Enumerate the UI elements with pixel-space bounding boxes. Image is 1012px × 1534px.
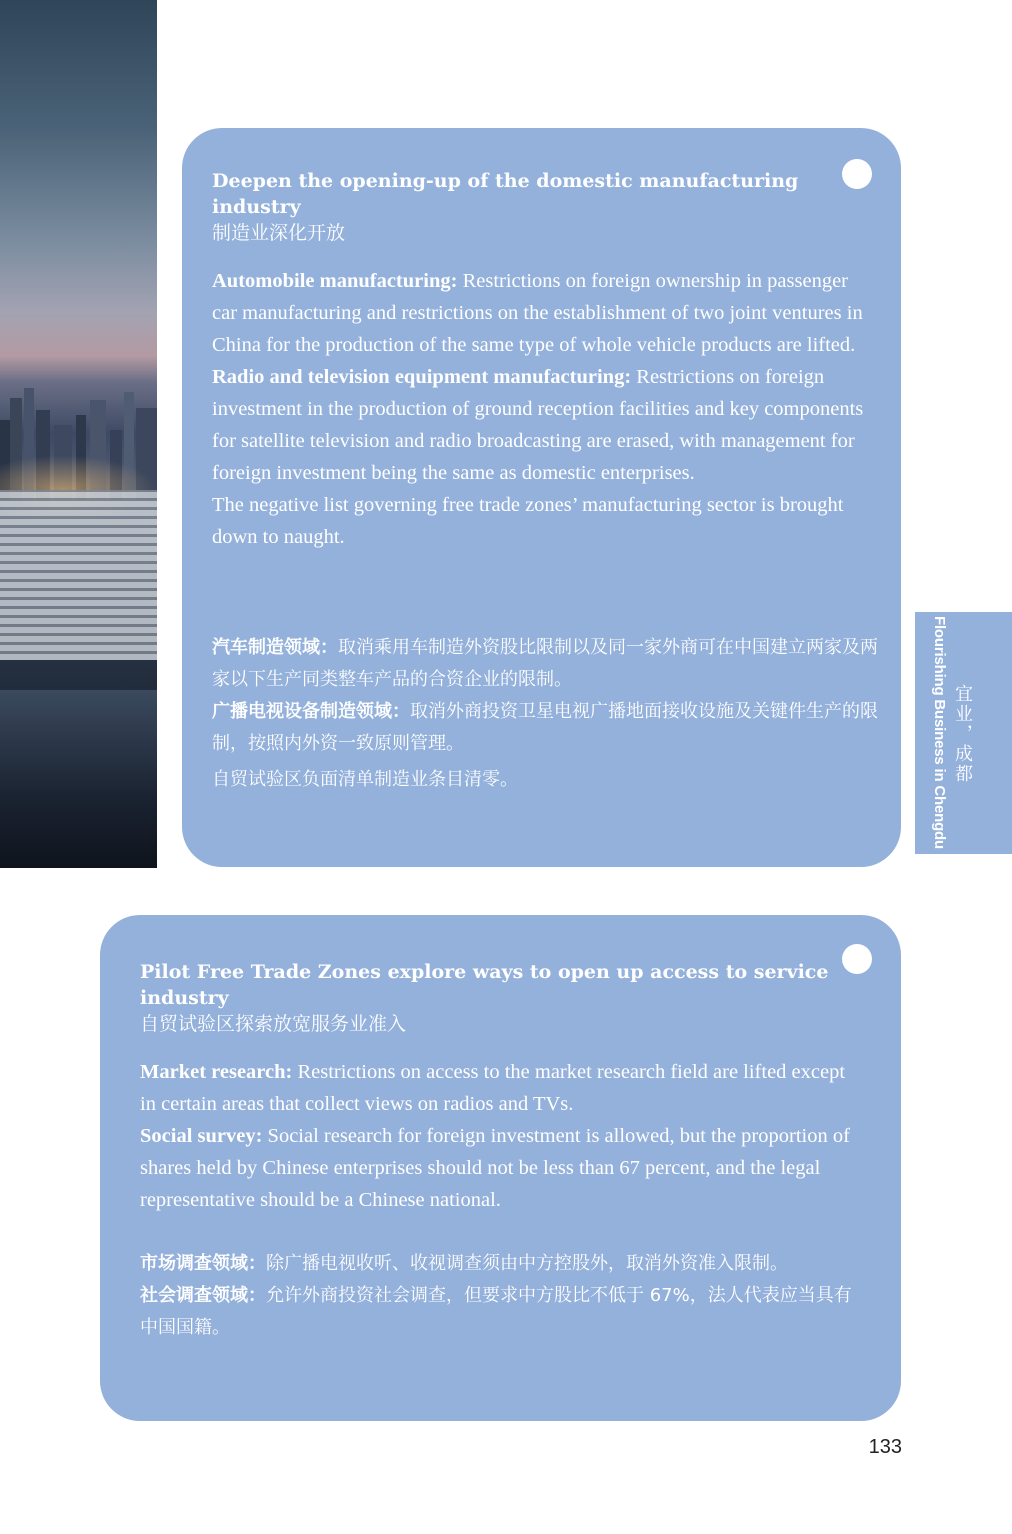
card-heading: Deepen the opening-up of the domestic manufacturing industry (212, 170, 799, 218)
card-heading: Pilot Free Trade Zones explore ways to open up access to service industry (140, 961, 829, 1009)
text-automobile: Restrictions on foreign ownership in passenger car manufacturing and restrictions on the establishment of two joint ventures in China for the production of the same type of whole vehicle products are lifted. (212, 270, 863, 356)
side-tab-title-en: Flourishing Business in Chengdu (931, 616, 948, 849)
paragraph-negative-list-cn: 自贸试验区负面清单制造业条目清零。 (212, 769, 518, 790)
apartment-towers (0, 490, 157, 660)
text-social-survey: Social research for foreign investment is allowed, but the proportion of shares held by Chinese enterprises should not be less than 67 percent, and the legal representative should be a Chinese national. (140, 1125, 850, 1211)
lead-market-research: Market research: (140, 1061, 293, 1083)
lead-automobile-cn: 汽车制造领域： (212, 637, 338, 658)
paragraph-social-survey-cn (140, 1280, 860, 1344)
page-number: 133 (868, 1436, 902, 1458)
lead-market-research-cn: 市场调查领域： (140, 1253, 266, 1274)
lead-radio-tv: Radio and television equipment manufacturing: (212, 366, 632, 388)
side-tab (915, 612, 1012, 854)
cityscape-photo (0, 0, 157, 868)
side-tab-title-cn: 宜业，成都 (952, 684, 973, 784)
text-market-research: Restrictions on access to the market research field are lifted except in certain areas that collect views on radios and TVs. (140, 1061, 846, 1115)
card-body-cn (212, 632, 882, 796)
service-industry-card (100, 915, 901, 1421)
paragraph-market-research-cn (140, 1248, 860, 1280)
manufacturing-card (182, 128, 901, 867)
river-reflection (0, 690, 157, 868)
paragraph-radio-tv-cn (212, 696, 882, 760)
lead-radio-tv-cn: 广播电视设备制造领域： (212, 701, 410, 722)
text-radio-tv-cn: 取消外商投资卫星电视广播地面接收设施及关键件生产的限制，按照内外资一致原则管理。 (212, 701, 878, 754)
text-automobile-cn: 取消乘用车制造外资股比限制以及同一家外商可在中国建立两家及两家以下生产同类整车产品的合资企业的限制。 (212, 637, 878, 690)
card-body-cn (140, 1248, 860, 1344)
paragraph-negative-list: The negative list governing free trade zones’ manufacturing sector is brought down to naught. (212, 494, 844, 548)
paragraph-automobile-cn (212, 632, 882, 696)
card-body-en (212, 265, 872, 553)
text-market-research-cn: 除广播电视收听、收视调查须由中方控股外，取消外资准入限制。 (266, 1253, 788, 1274)
lead-social-survey: Social survey: (140, 1125, 263, 1147)
card-body-en (140, 1056, 850, 1216)
bullet-dot-icon (842, 944, 872, 974)
card-heading-cn: 制造业深化开放 (212, 222, 346, 244)
card-heading-cn: 自贸试验区探索放宽服务业准入 (140, 1013, 407, 1035)
lead-social-survey-cn: 社会调查领域： (140, 1285, 266, 1306)
bullet-dot-icon (842, 159, 872, 189)
lead-automobile: Automobile manufacturing: (212, 270, 458, 292)
paragraph-automobile (212, 265, 872, 361)
paragraph-radio-tv (212, 361, 872, 489)
text-social-survey-cn: 允许外商投资社会调查，但要求中方股比不低于 67%，法人代表应当具有中国国籍。 (140, 1285, 852, 1338)
paragraph-social-survey (140, 1120, 850, 1216)
text-radio-tv: Restrictions on foreign investment in the production of ground reception facilities and key components for satellite television and radio broadcasting are erased, with management for foreign investment being the same as domestic enterprises. (212, 366, 864, 484)
paragraph-market-research (140, 1056, 850, 1120)
